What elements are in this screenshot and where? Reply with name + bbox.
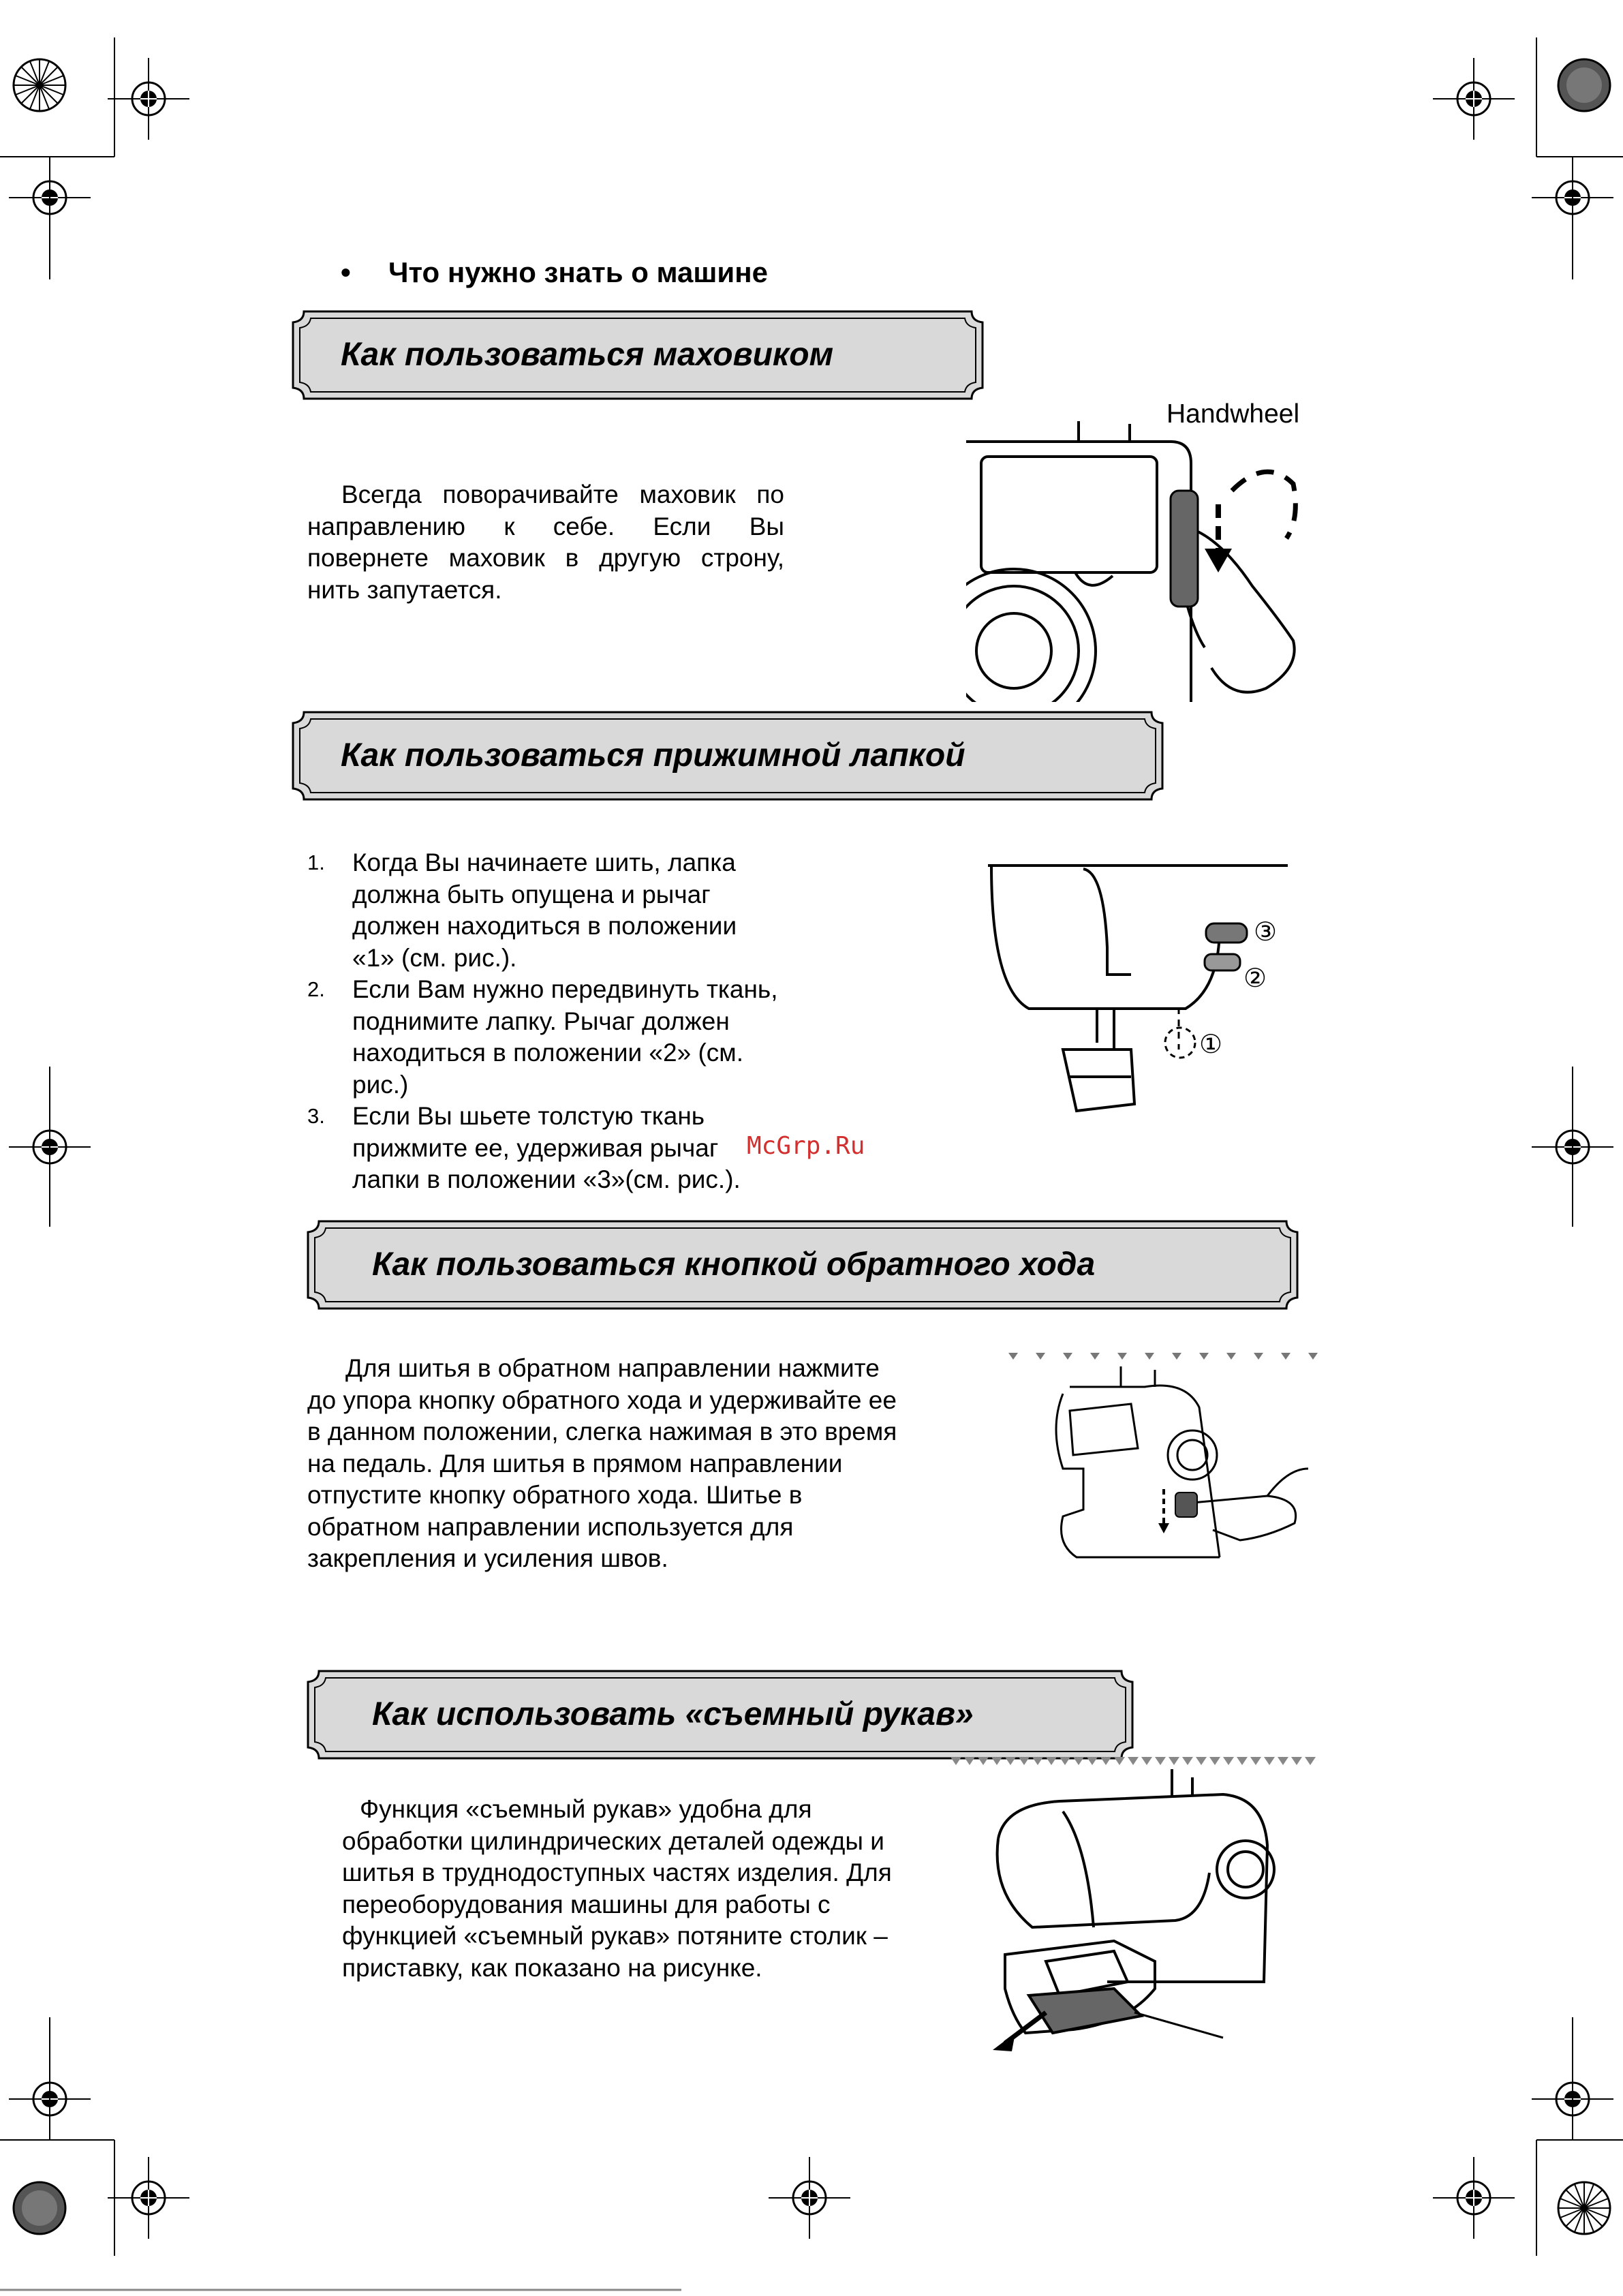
reverse-text: Для шитья в обратном направлении нажмите до упора кнопку обратного хода и удерживайте ее в данном положении, слегка нажимая в это время на педаль. Для шитья в прямом направлении отпустите кнопку обратного хода. Шитье в обратном направлении используется для закрепления и усиления швов. [307, 1354, 897, 1572]
list-item: 3. Если Вы шьете толстую ткань прижмите ее, удерживая рычаг лапки в положении «3»(см. рис.). [307, 1102, 741, 1193]
handwheel-label: Handwheel [1166, 399, 1300, 429]
section-title: Как пользоваться маховиком [341, 337, 834, 373]
watermark: McGrp.Ru [747, 1132, 865, 1160]
bullet-icon: • [341, 256, 351, 288]
presser-foot-figure [988, 852, 1301, 1124]
section-header [341, 256, 768, 289]
section-title: Как использовать «съемный рукав» [372, 1696, 974, 1732]
free-arm-figure [950, 1757, 1332, 2084]
marker-3: ③ [1254, 917, 1278, 947]
section-title: Как пользоваться кнопкой обратного хода [372, 1246, 1096, 1283]
section-title: Как пользоваться прижимной лапкой [341, 737, 965, 774]
reverse-figure [1008, 1353, 1322, 1578]
banner-handwheel [292, 310, 984, 400]
free-arm-text: Функция «съемный рукав» удобна для обработки цилиндрических деталей одежды и шитья в труднодоступных частях изделия. Для переоборудования машины для работы с функцией «съемный рукав» потяните столик –приставку, как показано на рисунке. [342, 1795, 892, 1982]
list-item: 2. Если Вам нужно передвинуть ткань, поднимите лапку. Рычаг должен находиться в положении «2» (см. рис.) [307, 975, 778, 1099]
handwheel-text: Всегда поворачивайте маховик по направлению к себе. Если Вы повернете маховик в другую строну, нить запутается. [307, 480, 784, 604]
marker-1: ① [1199, 1029, 1223, 1059]
marker-2: ② [1243, 963, 1267, 993]
banner-reverse [307, 1220, 1299, 1310]
banner-presser-foot [292, 711, 1164, 801]
banner-free-arm [307, 1670, 1134, 1760]
handwheel-figure [966, 409, 1307, 702]
presser-foot-steps [307, 847, 784, 1196]
page-heading: Что нужно знать о машине [388, 256, 768, 288]
list-item: 1. Когда Вы начинаете шить, лапка должна быть опущена и рычаг должен находиться в положении «1» (см. рис.). [307, 848, 737, 972]
